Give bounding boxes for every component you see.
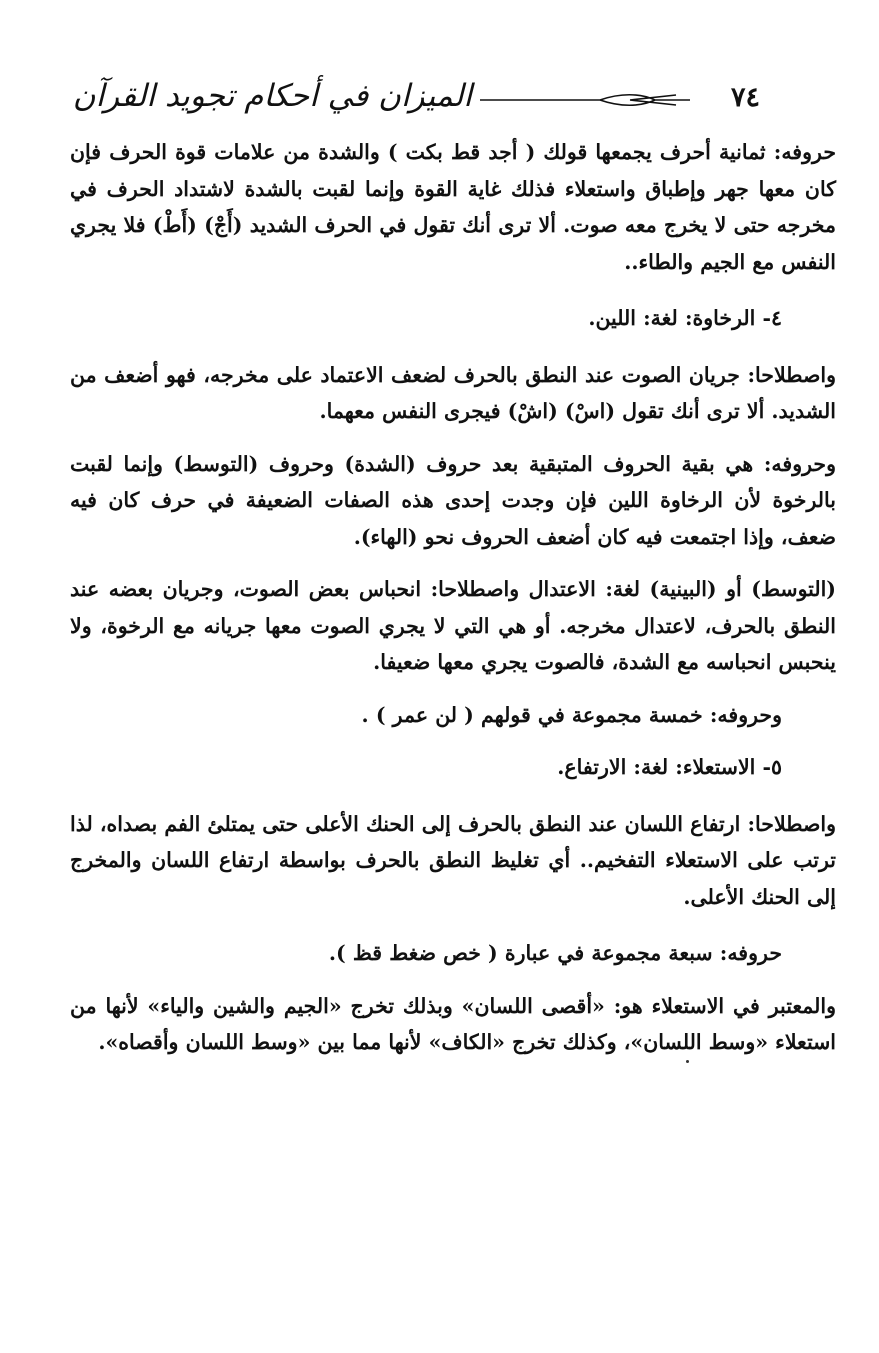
page-body (70, 134, 836, 1061)
paragraph-lead: وحروفه: (709, 702, 782, 727)
paragraph-tawassut (70, 571, 836, 681)
header-ornament-icon (480, 92, 690, 108)
heading-keyword: لغة: (643, 306, 685, 330)
paragraph-istilaa-note (70, 988, 836, 1061)
heading-label: ٥- الاستعلاء: (675, 755, 782, 779)
paragraph-rakhawa-definition (70, 357, 836, 430)
heading-istilaa (70, 749, 836, 786)
heading-text: اللين. (588, 306, 644, 330)
paragraph-text: ارتفاع اللسان عند النطق بالحرف إلى الحنك الأعلى حتى يمتلئ الفم بصداه، لذا ترتب على الاستعلاء التفخيم.. أي تغليظ النطق بالحرف بواسطة ارتفاع اللسان والمخرج إلى الحنك الأعلى. (70, 811, 836, 909)
heading-label: ٤- الرخاوة: (684, 306, 782, 330)
paragraph-text: سبعة مجموعة في عبارة ( خص ضغط قظ ). (328, 941, 720, 965)
paragraph-text: «أقصى اللسان» وبذلك تخرج «الجيم والشين والياء» لأنها من استعلاء «وسط اللسان»، وكذلك تخرج «الكاف» لأنها مما بين «وسط اللسان وأقصاه». (70, 993, 836, 1054)
page-number: ٧٤ (730, 82, 760, 113)
paragraph-text: ثمانية أحرف يجمعها قولك ( أجد قط بكت ) والشدة من علامات قوة الحرف فإن كان معها جهر وإطباق واستعلاء فذلك غاية القوة وإنما لقبت بالشدة لاشتداد الحرف في مخرجه حتى لا يخرج معه صوت. ألا ترى أنك تقول في الحرف الشديد (أَجْ) (أَطْ) فلا يجري النفس مع الجيم والطاء.. (70, 140, 836, 274)
paragraph-lead: حروفه: (719, 941, 782, 965)
paragraph-lead: (التوسط) أو (البينية) لغة: (605, 577, 837, 601)
paragraph-text: خمسة مجموعة في قولهم ( لن عمر ) . (361, 702, 710, 727)
heading-keyword: لغة: (633, 755, 676, 779)
paragraph-shidda-letters (70, 134, 836, 280)
heading-rakhawa (70, 300, 836, 337)
scan-speck (686, 1060, 689, 1063)
heading-text: الارتفاع. (557, 755, 634, 779)
paragraph-rakhawa-letters (70, 446, 836, 556)
paragraph-text: جريان الصوت عند النطق بالحرف لضعف الاعتماد على مخرجه، فهو أضعف من الشديد. ألا ترى أنك تقول (اسْ) (اشْ) فيجرى النفس معهما. (70, 362, 836, 423)
paragraph-text: هي بقية الحروف المتبقية بعد حروف (الشدة) وحروف (التوسط) وإنما لقبت بالرخوة لأن الرخاوة اللين فإن وجدت إحدى هذه الصفات الضعيفة في حرف كان فيه ضعف، وإذا اجتمعت فيه كان أضعف الحروف نحو (الهاء). (70, 451, 836, 549)
paragraph-istilaa-letters (70, 935, 836, 972)
paragraph-istilaa-definition (70, 806, 836, 916)
paragraph-lead: واصطلاحا: (747, 811, 836, 836)
paragraph-lead: والمعتبر في الاستعلاء هو: (613, 993, 837, 1018)
paragraph-lead: واصطلاحا: (747, 362, 836, 387)
paragraph-keyword: الاعتدال واصطلاحا: (430, 577, 606, 601)
paragraph-lead: وحروفه: (763, 451, 836, 476)
page-header (72, 78, 760, 128)
paragraph-tawassut-letters (70, 697, 836, 734)
book-title: الميزان في أحكام تجويد القرآن (72, 78, 472, 114)
paragraph-text: انحباس بعض الصوت، وجريان بعضه عند النطق بالحرف، لاعتدال مخرجه. أو هي التي لا يجري الصوت معها جريانه مع الرخوة، ولا ينحبس انحباسه مع الشدة، فالصوت يجري معها ضعيفا. (70, 577, 836, 674)
paragraph-lead: حروفه: (773, 140, 836, 164)
